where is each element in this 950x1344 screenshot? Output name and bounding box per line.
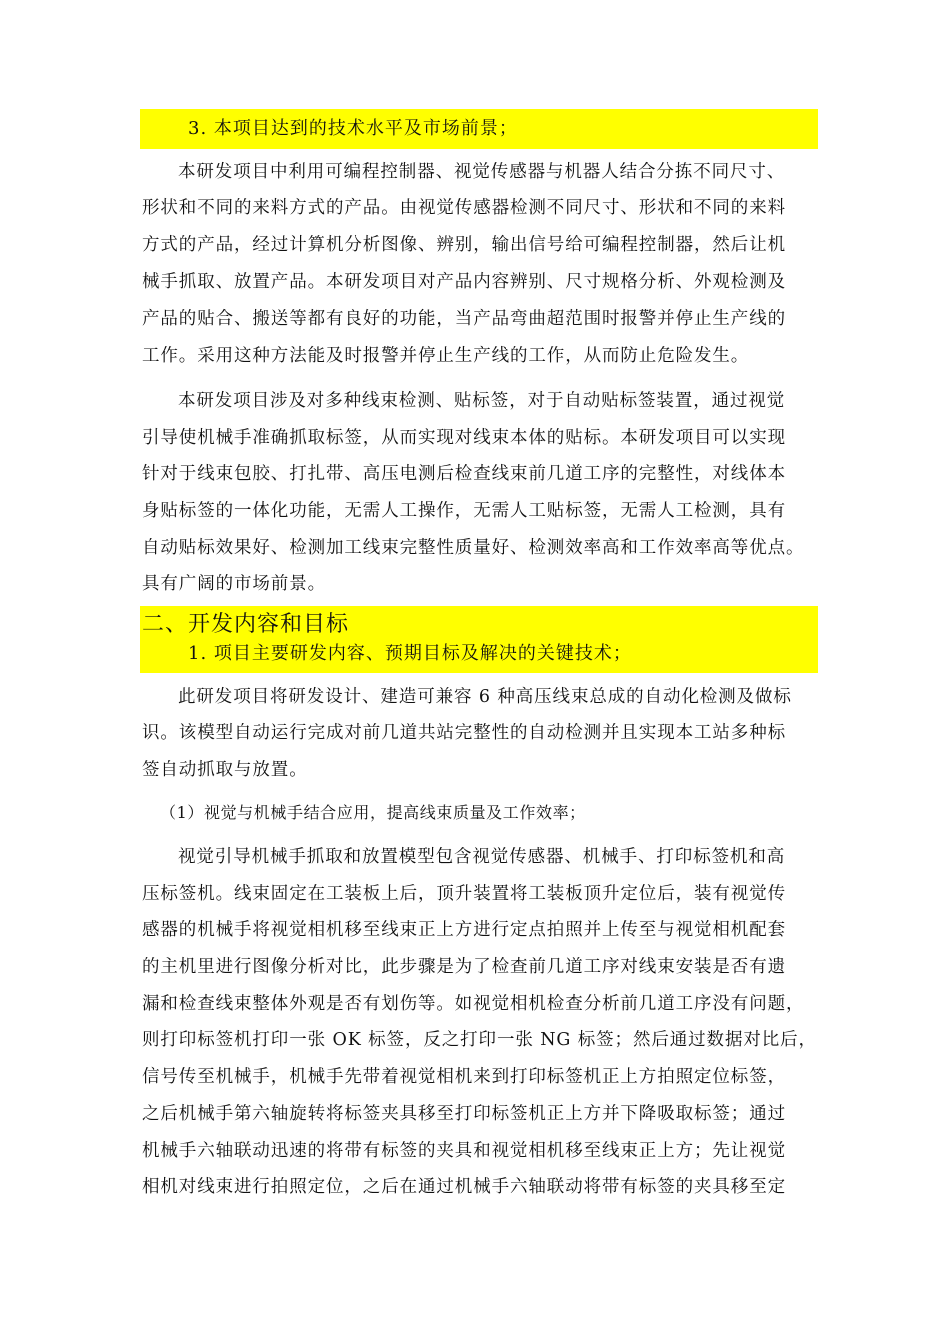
paragraph-line: 械手抓取、放置产品。本研发项目对产品内容辨别、尺寸规格分析、外观检测及 [142,272,786,292]
section-title: 二、开发内容和目标 [142,612,350,637]
paragraph-line: 相机对线束进行拍照定位，之后在通过机械手六轴联动将带有标签的夹具移至定 [142,1177,786,1197]
paragraph-line: 针对于线束包胶、打扎带、高压电测后检查线束前几道工序的完整性，对线体本 [142,464,786,484]
paragraph-line: 身贴标签的一体化功能，无需人工操作，无需人工贴标签，无需人工检测，具有 [142,501,786,521]
paragraph-line: 引导使机械手准确抓取标签，从而实现对线束本体的贴标。本研发项目可以实现 [142,428,786,448]
paragraph-line: 方式的产品，经过计算机分析图像、辨别，输出信号给可编程控制器，然后让机 [142,235,786,255]
paragraph-line: 自动贴标效果好、检测加工线束完整性质量好、检测效率高和工作效率高等优点。 [142,538,805,558]
paragraph-line: 感器的机械手将视觉相机移至线束正上方进行定点拍照并上传至与视觉相机配套 [142,920,786,940]
paragraph-line: 的主机里进行图像分析对比，此步骤是为了检查前几道工序对线束安装是否有遗 [142,957,786,977]
paragraph-line: 漏和检查线束整体外观是否有划伤等。如视觉相机检查分析前几道工序没有问题， [142,994,805,1014]
paragraph-line: 形状和不同的来料方式的产品。由视觉传感器检测不同尺寸、形状和不同的来料 [142,198,786,218]
list-item: （1）视觉与机械手结合应用，提高线束质量及工作效率； [160,803,586,822]
paragraph-line: 本研发项目涉及对多种线束检测、贴标签，对于自动贴标签装置，通过视觉 [178,391,786,411]
paragraph-line: 机械手六轴联动迅速的将带有标签的夹具和视觉相机移至线束正上方；先让视觉 [142,1141,786,1161]
paragraph-line: 产品的贴合、搬送等都有良好的功能，当产品弯曲超范围时报警并停止生产线的 [142,309,786,329]
section-heading: 1. 项目主要研发内容、预期目标及解决的关键技术； [188,643,632,664]
paragraph-line: 工作。采用这种方法能及时报警并停止生产线的工作，从而防止危险发生。 [142,346,750,366]
section-heading: 3. 本项目达到的技术水平及市场前景； [188,118,518,139]
paragraph-line: 具有广阔的市场前景。 [142,574,326,594]
paragraph-line: 信号传至机械手，机械手先带着视觉相机来到打印标签机正上方拍照定位标签， [142,1067,786,1087]
paragraph-line: 识。该模型自动运行完成对前几道共站完整性的自动检测并且实现本工站多种标 [142,723,786,743]
paragraph-line: 压标签机。线束固定在工装板上后，顶升装置将工装板顶升定位后，装有视觉传 [142,884,786,904]
paragraph-line: 本研发项目中利用可编程控制器、视觉传感器与机器人结合分拣不同尺寸、 [178,162,786,182]
paragraph-line: 视觉引导机械手抓取和放置模型包含视觉传感器、机械手、打印标签机和高 [178,847,786,867]
paragraph-line: 则打印标签机打印一张 OK 标签，反之打印一张 NG 标签；然后通过数据对比后， [142,1030,817,1050]
paragraph-line: 此研发项目将研发设计、建造可兼容 6 种高压线束总成的自动化检测及做标 [178,687,792,707]
paragraph-line: 签自动抓取与放置。 [142,760,308,780]
paragraph-line: 之后机械手第六轴旋转将标签夹具移至打印标签机正上方并下降吸取标签；通过 [142,1104,786,1124]
